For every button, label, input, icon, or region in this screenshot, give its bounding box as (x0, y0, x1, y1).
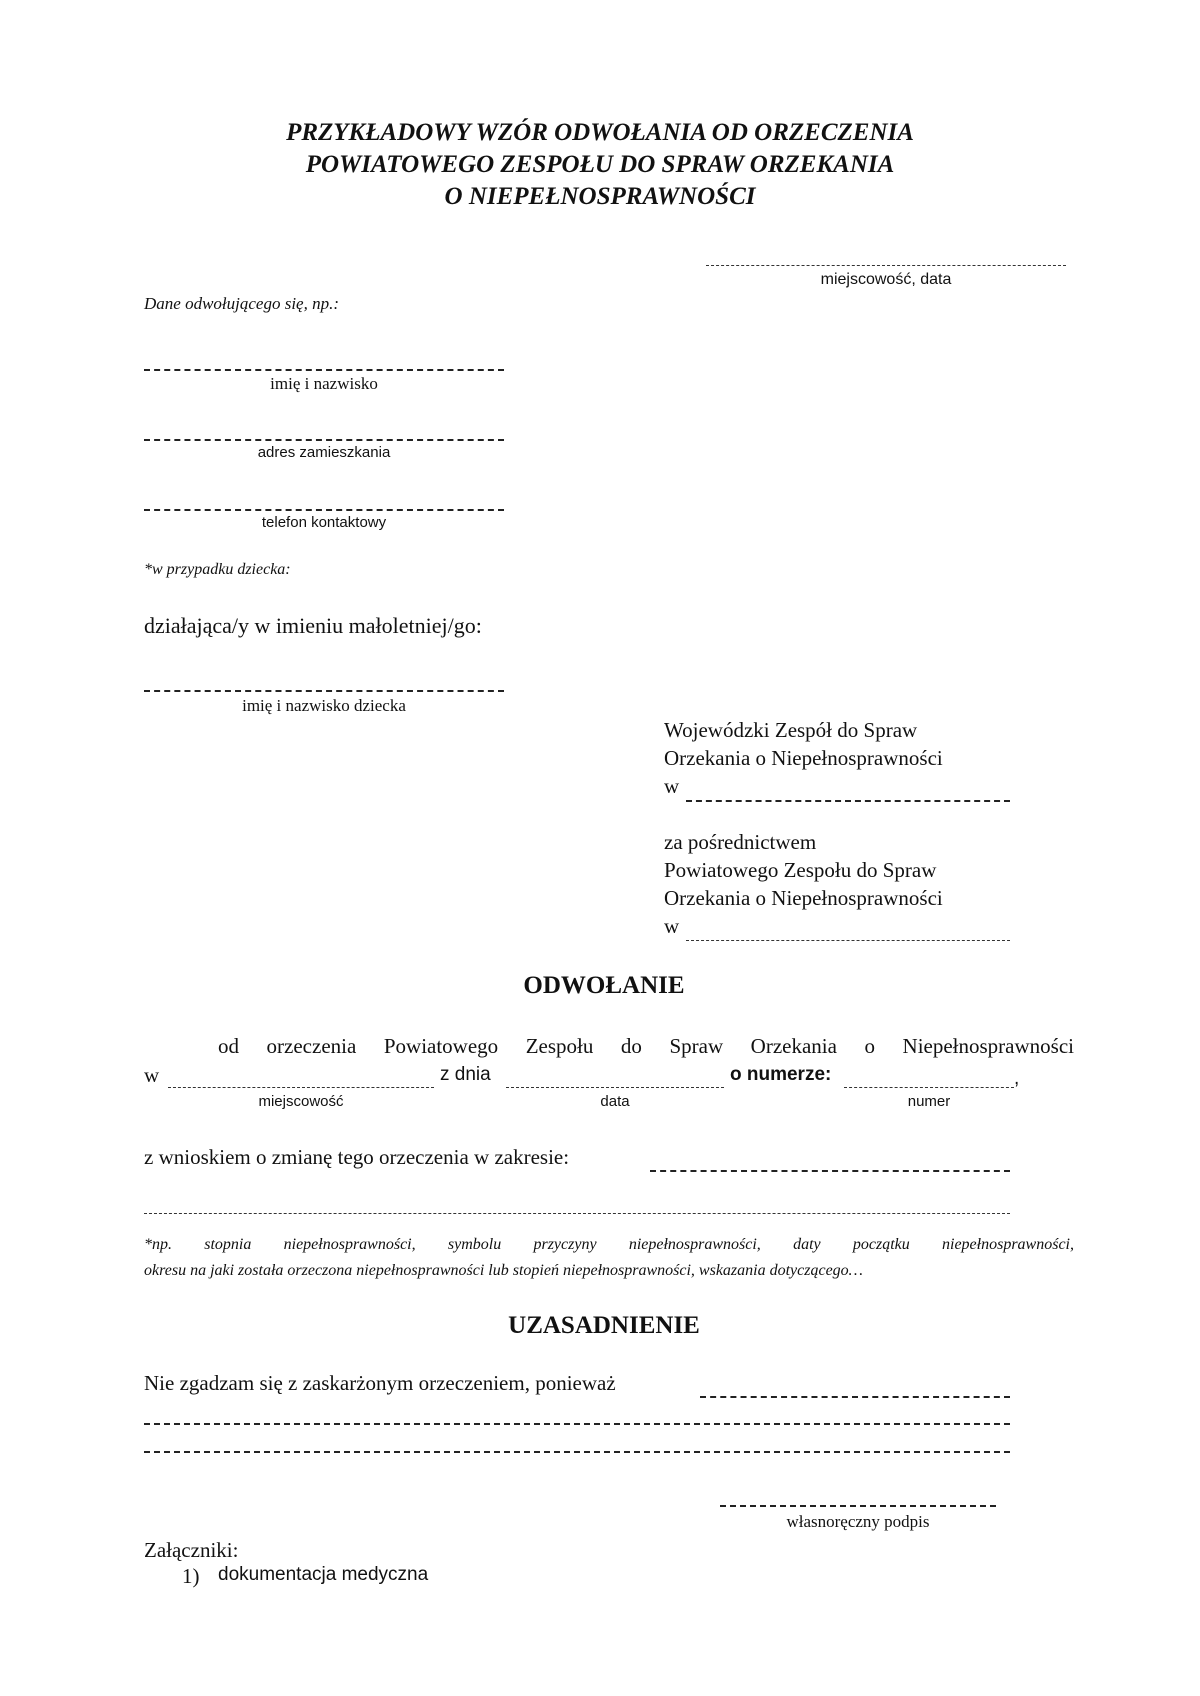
justification-text: Nie zgadzam się z zaskarżonym orzeczeniem, ponieważ (144, 1371, 616, 1395)
acting-text: działająca/y w imieniu małoletniej/go: (144, 613, 482, 638)
title-line-3: O NIEPEŁNOSPRAWNOŚCI (444, 183, 756, 210)
place-date-caption: miejscowość, data (820, 271, 952, 288)
appeal-date-line[interactable] (506, 1087, 724, 1088)
phone-caption: telefon kontaktowy (261, 514, 387, 531)
justification-heading: UZASADNIENIE (508, 1312, 700, 1339)
appeal-number-line[interactable] (844, 1087, 1014, 1088)
via-line-1: za pośrednictwem (664, 830, 817, 854)
via-line-2: Powiatowego Zespołu do Spraw (664, 858, 937, 882)
title-line-2: POWIATOWEGO ZESPOŁU DO SPRAW ORZEKANIA (305, 151, 895, 178)
child-name-caption: imię i nazwisko dziecka (242, 696, 406, 715)
appeal-scope-line-2[interactable] (144, 1213, 1010, 1214)
appeal-footnote-line-2: okresu na jaki została orzeczona niepełnosprawności lub stopień niepełnosprawności, wskazania dotyczącego… (144, 1262, 863, 1279)
appeal-caption-number: numer (907, 1093, 951, 1110)
attachment-item-number: 1) (182, 1564, 200, 1588)
appeal-heading: ODWOŁANIE (523, 972, 685, 999)
appeal-comma: , (1014, 1068, 1020, 1089)
child-note: *w przypadku dziecka: (144, 561, 291, 578)
appeal-caption-date: data (600, 1093, 630, 1110)
title-line-1: PRZYKŁADOWY WZÓR ODWOŁANIA OD ORZECZENIA (286, 119, 914, 146)
justification-line-1[interactable] (700, 1396, 1010, 1398)
recipient-line-1: Wojewódzki Zespół do Spraw (664, 718, 918, 742)
recipient-line-2: Orzekania o Niepełnosprawności (664, 746, 943, 770)
attachment-item-text: dokumentacja medyczna (218, 1564, 429, 1585)
appeal-o-numerze: o numerze: (730, 1064, 832, 1085)
appeal-caption-place: miejscowość (258, 1093, 344, 1110)
appellant-intro: Dane odwołującego się, np.: (144, 294, 339, 313)
appeal-z-dnia: z dnia (440, 1064, 491, 1085)
phone-line[interactable] (144, 509, 504, 511)
appeal-place-line[interactable] (168, 1087, 434, 1088)
attachments-label: Załączniki: (144, 1538, 239, 1562)
justification-line-2[interactable] (144, 1423, 1010, 1425)
appeal-footnote-line-1: *np. stopnia niepełnosprawności, symbolu przyczyny niepełnosprawności, daty początku niepełnosprawności, (144, 1236, 1074, 1253)
via-line-3: Orzekania o Niepełnosprawności (664, 886, 943, 910)
address-line[interactable] (144, 439, 504, 441)
via-w-prefix: w (664, 914, 680, 938)
appeal-request-text: z wnioskiem o zmianę tego orzeczenia w zakresie: (144, 1145, 570, 1169)
justification-line-3[interactable] (144, 1451, 1010, 1453)
child-name-line[interactable] (144, 690, 504, 692)
appeal-scope-line-1[interactable] (650, 1170, 1010, 1172)
address-caption: adres zamieszkania (257, 444, 391, 461)
name-caption: imię i nazwisko (270, 374, 378, 393)
appeal-intro-part1: od orzeczenia Powiatowego Zespołu do Spraw Orzekania o Niepełnosprawności (218, 1034, 1074, 1058)
appeal-w-prefix: w (144, 1063, 160, 1087)
via-city-line[interactable] (686, 940, 1010, 941)
name-line[interactable] (144, 369, 504, 371)
signature-caption: własnoręczny podpis (786, 1512, 930, 1531)
place-date-line[interactable] (706, 265, 1066, 266)
recipient-w-prefix: w (664, 774, 680, 798)
signature-line[interactable] (720, 1505, 996, 1507)
recipient-city-line[interactable] (686, 800, 1010, 802)
